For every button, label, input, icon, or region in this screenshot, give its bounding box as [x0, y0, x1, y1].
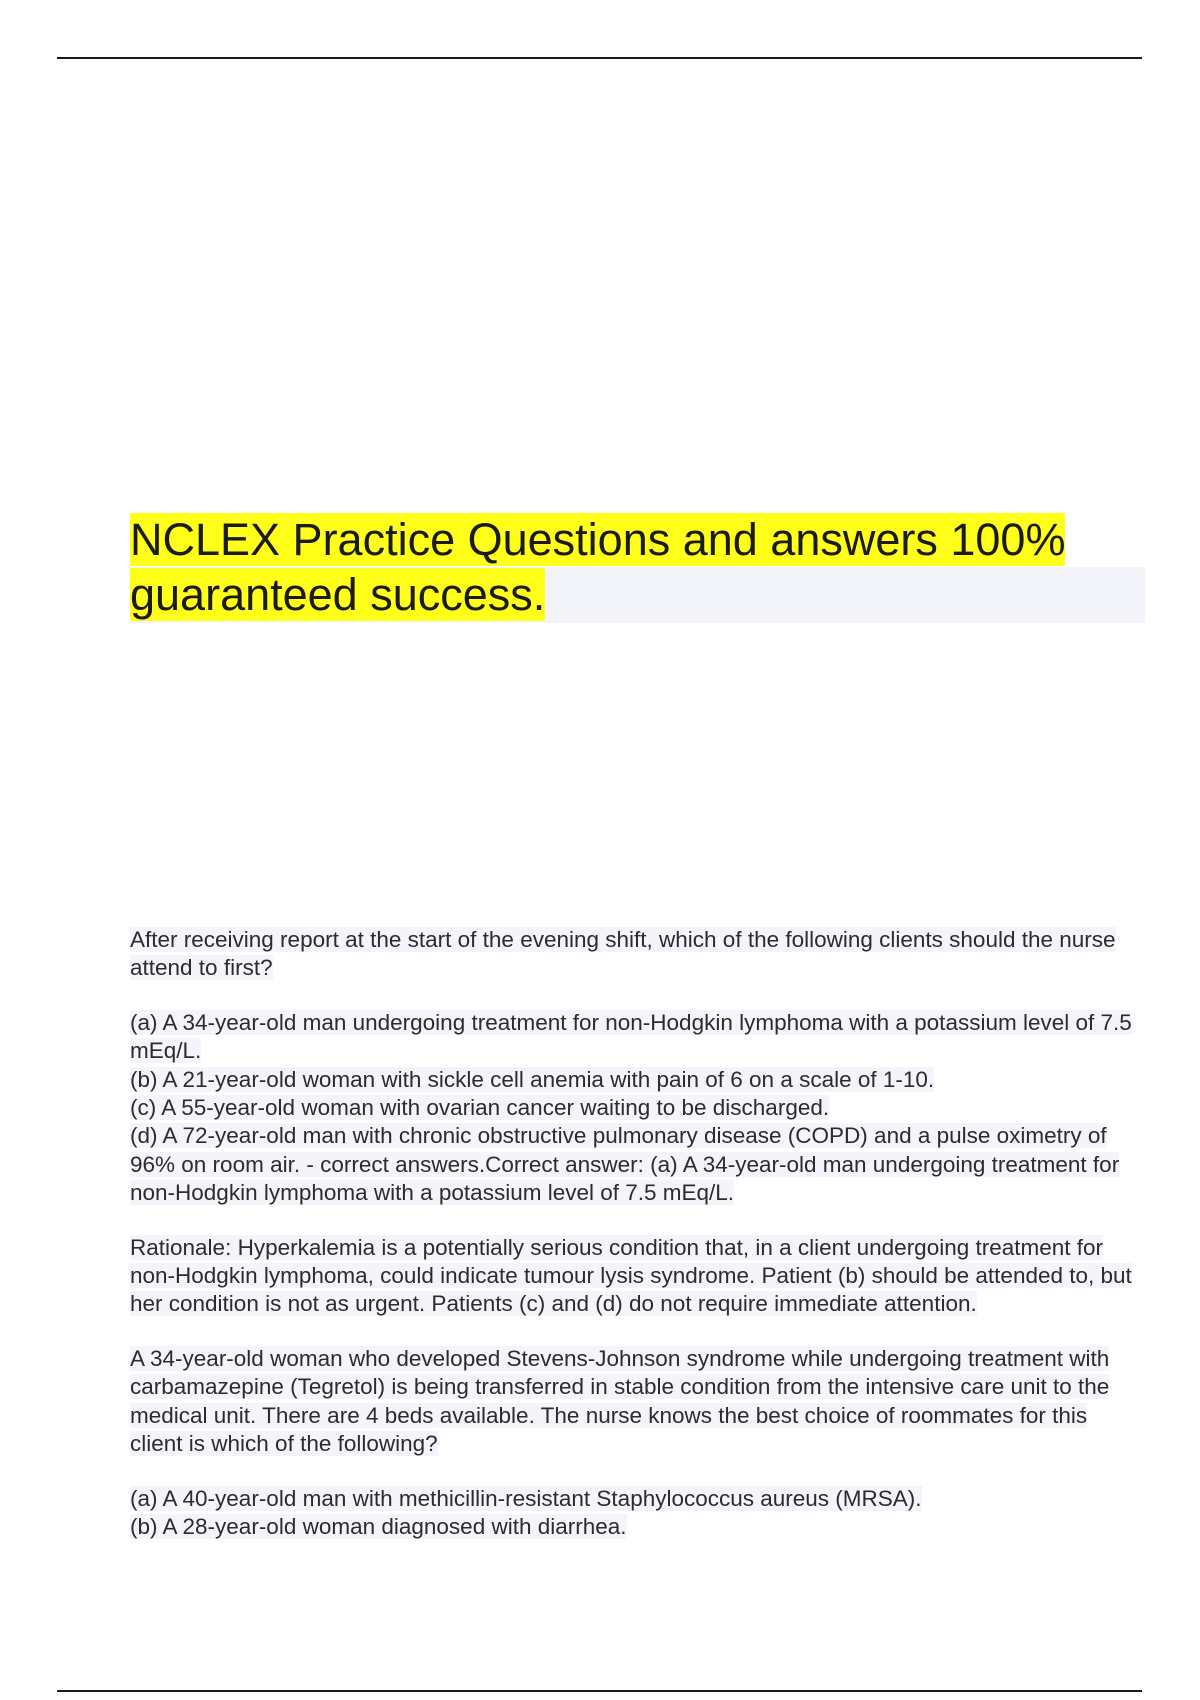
- question-2-option-a: (a) A 40-year-old man with methicillin-resistant Staphylococcus aureus (MRSA).: [130, 1485, 922, 1511]
- question-2-option-b: (b) A 28-year-old woman diagnosed with diarrhea.: [130, 1513, 627, 1539]
- question-1-option-b: (b) A 21-year-old woman with sickle cell anemia with pain of 6 on a scale of 1-10.: [130, 1066, 935, 1092]
- question-1-options: [130, 1009, 1145, 1208]
- question-1-option-d: (d) A 72-year-old man with chronic obstructive pulmonary disease (COPD) and a pulse oximetry of 96% on room air. - correct answers.Correct answer: (a) A 34-year-old man undergoing treatment for non-Hodgkin lymphoma with a potassium level of 7.5 mEq/L.: [130, 1123, 1120, 1206]
- question-2-options: [130, 1485, 1145, 1542]
- question-1-stem: After receiving report at the start of the evening shift, which of the following clients should the nurse attend to first?: [130, 927, 1116, 981]
- document-body: [130, 926, 1145, 1567]
- question-1-rationale: Rationale: Hyperkalemia is a potentially serious condition that, in a client undergoing treatment for non-Hodgkin lymphoma, could indicate tumour lysis syndrome. Patient (b) should be attended to, but her condition is not as urgent. Patients (c) and (d) do not require immediate attention.: [130, 1234, 1132, 1317]
- question-1-option-a: (a) A 34-year-old man undergoing treatment for non-Hodgkin lymphoma with a potassium level of 7.5 mEq/L.: [130, 1009, 1132, 1064]
- title-line-2: guaranteed success.: [130, 569, 546, 620]
- question-1-option-c: (c) A 55-year-old woman with ovarian cancer waiting to be discharged.: [130, 1095, 830, 1121]
- document-title: [130, 512, 1145, 622]
- title-line-1: NCLEX Practice Questions and answers 100%: [130, 514, 1066, 565]
- question-2-stem: A 34-year-old woman who developed Stevens-Johnson syndrome while undergoing treatment with carbamazepine (Tegretol) is being transferred in stable condition from the intensive care unit to the medical unit. There are 4 beds available. The nurse knows the best choice of roommates for this client is which of the following?: [130, 1345, 1110, 1457]
- top-rule: [57, 57, 1142, 59]
- bottom-rule: [57, 1690, 1142, 1692]
